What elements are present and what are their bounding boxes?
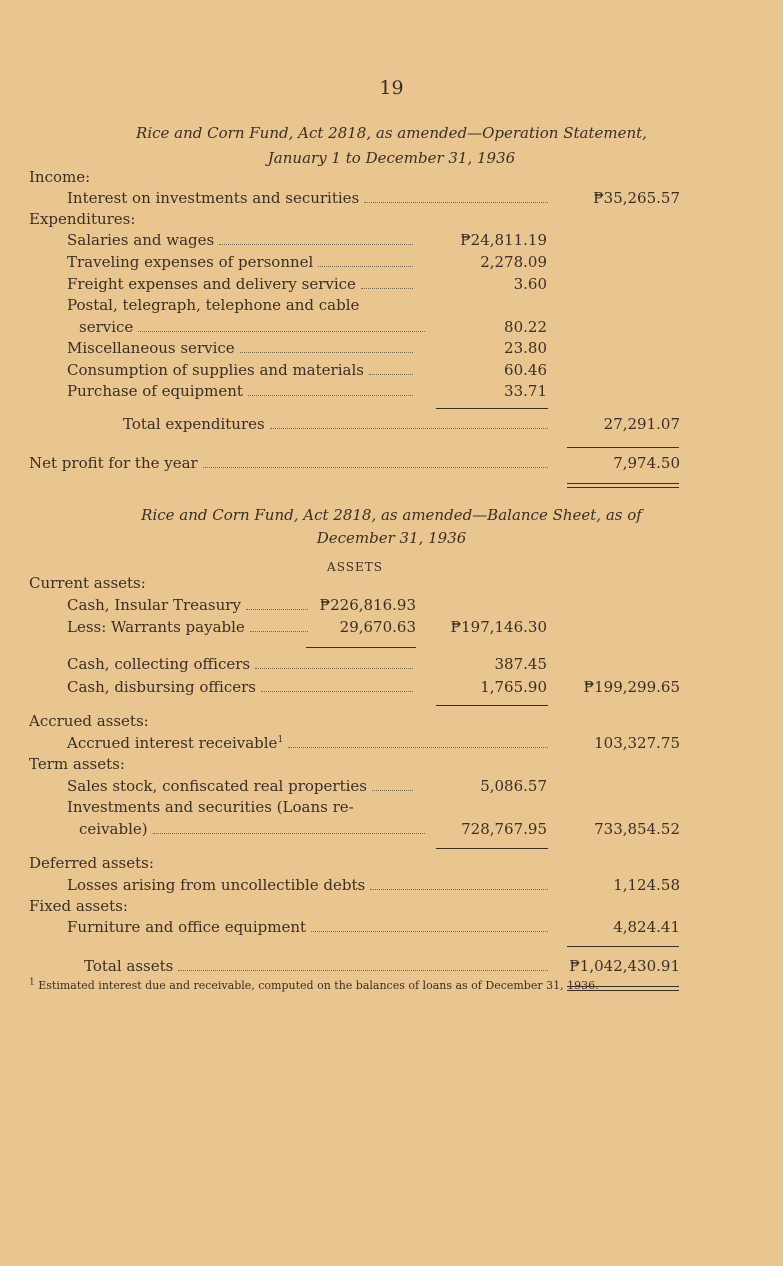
total-assets-row: Total assets ₱1,042,430.91	[84, 957, 680, 975]
assets-heading: ASSETS	[327, 560, 383, 574]
warrants-row: Less: Warrants payable 29,670.63 ₱197,146.30	[67, 618, 547, 636]
furniture-row: Furniture and office equipment 4,824.41	[67, 918, 680, 936]
term-header: Term assets:	[29, 755, 125, 773]
losses-row: Losses arising from uncollectible debts 1,124.58	[67, 876, 680, 894]
current-rule	[436, 705, 548, 706]
term-rule	[436, 848, 548, 849]
assets-rule	[567, 946, 679, 947]
expense-row: Freight expenses and delivery service 3.60	[67, 275, 547, 293]
expense-row: Salaries and wages ₱24,811.19	[67, 231, 547, 249]
interest-value: ₱35,265.57	[593, 189, 680, 207]
subtotal-rule	[436, 408, 548, 409]
investments-row: ceivable) 728,767.95 733,854.52	[79, 820, 680, 838]
balance-title-line1: Rice and Corn Fund, Act 2818, as amended—Balance Sheet, as of	[141, 506, 642, 524]
balance-title-line2: December 31, 1936	[316, 529, 467, 547]
interest-row: Interest on investments and securities ₱35,265.57	[67, 189, 680, 207]
income-header: Income:	[29, 168, 91, 186]
footnote: $^1$ Estimated interest due and receivable, computed on the balances of loans as of December 31, 1936.	[29, 977, 599, 992]
current-assets-header: Current assets:	[29, 574, 146, 592]
page-number: 19	[379, 77, 404, 99]
investments-row-line1: Investments and securities (Loans re-	[67, 798, 354, 816]
cash-rule	[306, 647, 416, 648]
total-rule	[567, 447, 679, 448]
collecting-row: Cash, collecting officers 387.45	[67, 655, 547, 673]
expense-row: service 80.22	[79, 318, 547, 336]
expense-row-line1: Postal, telegraph, telephone and cable	[67, 296, 360, 314]
double-rule-bottom	[567, 487, 679, 488]
fixed-header: Fixed assets:	[29, 897, 128, 915]
expense-row: Consumption of supplies and materials 60.46	[67, 361, 547, 379]
net-profit-row: Net profit for the year 7,974.50	[29, 454, 680, 472]
operation-title-line2: January 1 to December 31, 1936	[267, 149, 516, 167]
expenditures-header: Expenditures:	[29, 210, 136, 228]
total-expenditures-row: Total expenditures 27,291.07	[123, 415, 680, 433]
sales-stock-row: Sales stock, confiscated real properties 5,086.57	[67, 777, 547, 795]
operation-title-line1: Rice and Corn Fund, Act 2818, as amended—Operation Statement,	[136, 124, 647, 142]
expense-row: Purchase of equipment 33.71	[67, 382, 547, 400]
expense-row: Miscellaneous service 23.80	[67, 339, 547, 357]
deferred-header: Deferred assets:	[29, 854, 154, 872]
double-rule-top	[567, 483, 679, 484]
accrued-header: Accrued assets:	[29, 712, 149, 730]
cash-insular-row: Cash, Insular Treasury ₱226,816.93	[67, 596, 416, 614]
disbursing-row: Cash, disbursing officers 1,765.90 ₱199,299.65	[67, 678, 680, 696]
expense-row: Traveling expenses of personnel 2,278.09	[67, 253, 547, 271]
accrued-row: Accrued interest receivable$^1$ 103,327.75	[67, 734, 680, 752]
